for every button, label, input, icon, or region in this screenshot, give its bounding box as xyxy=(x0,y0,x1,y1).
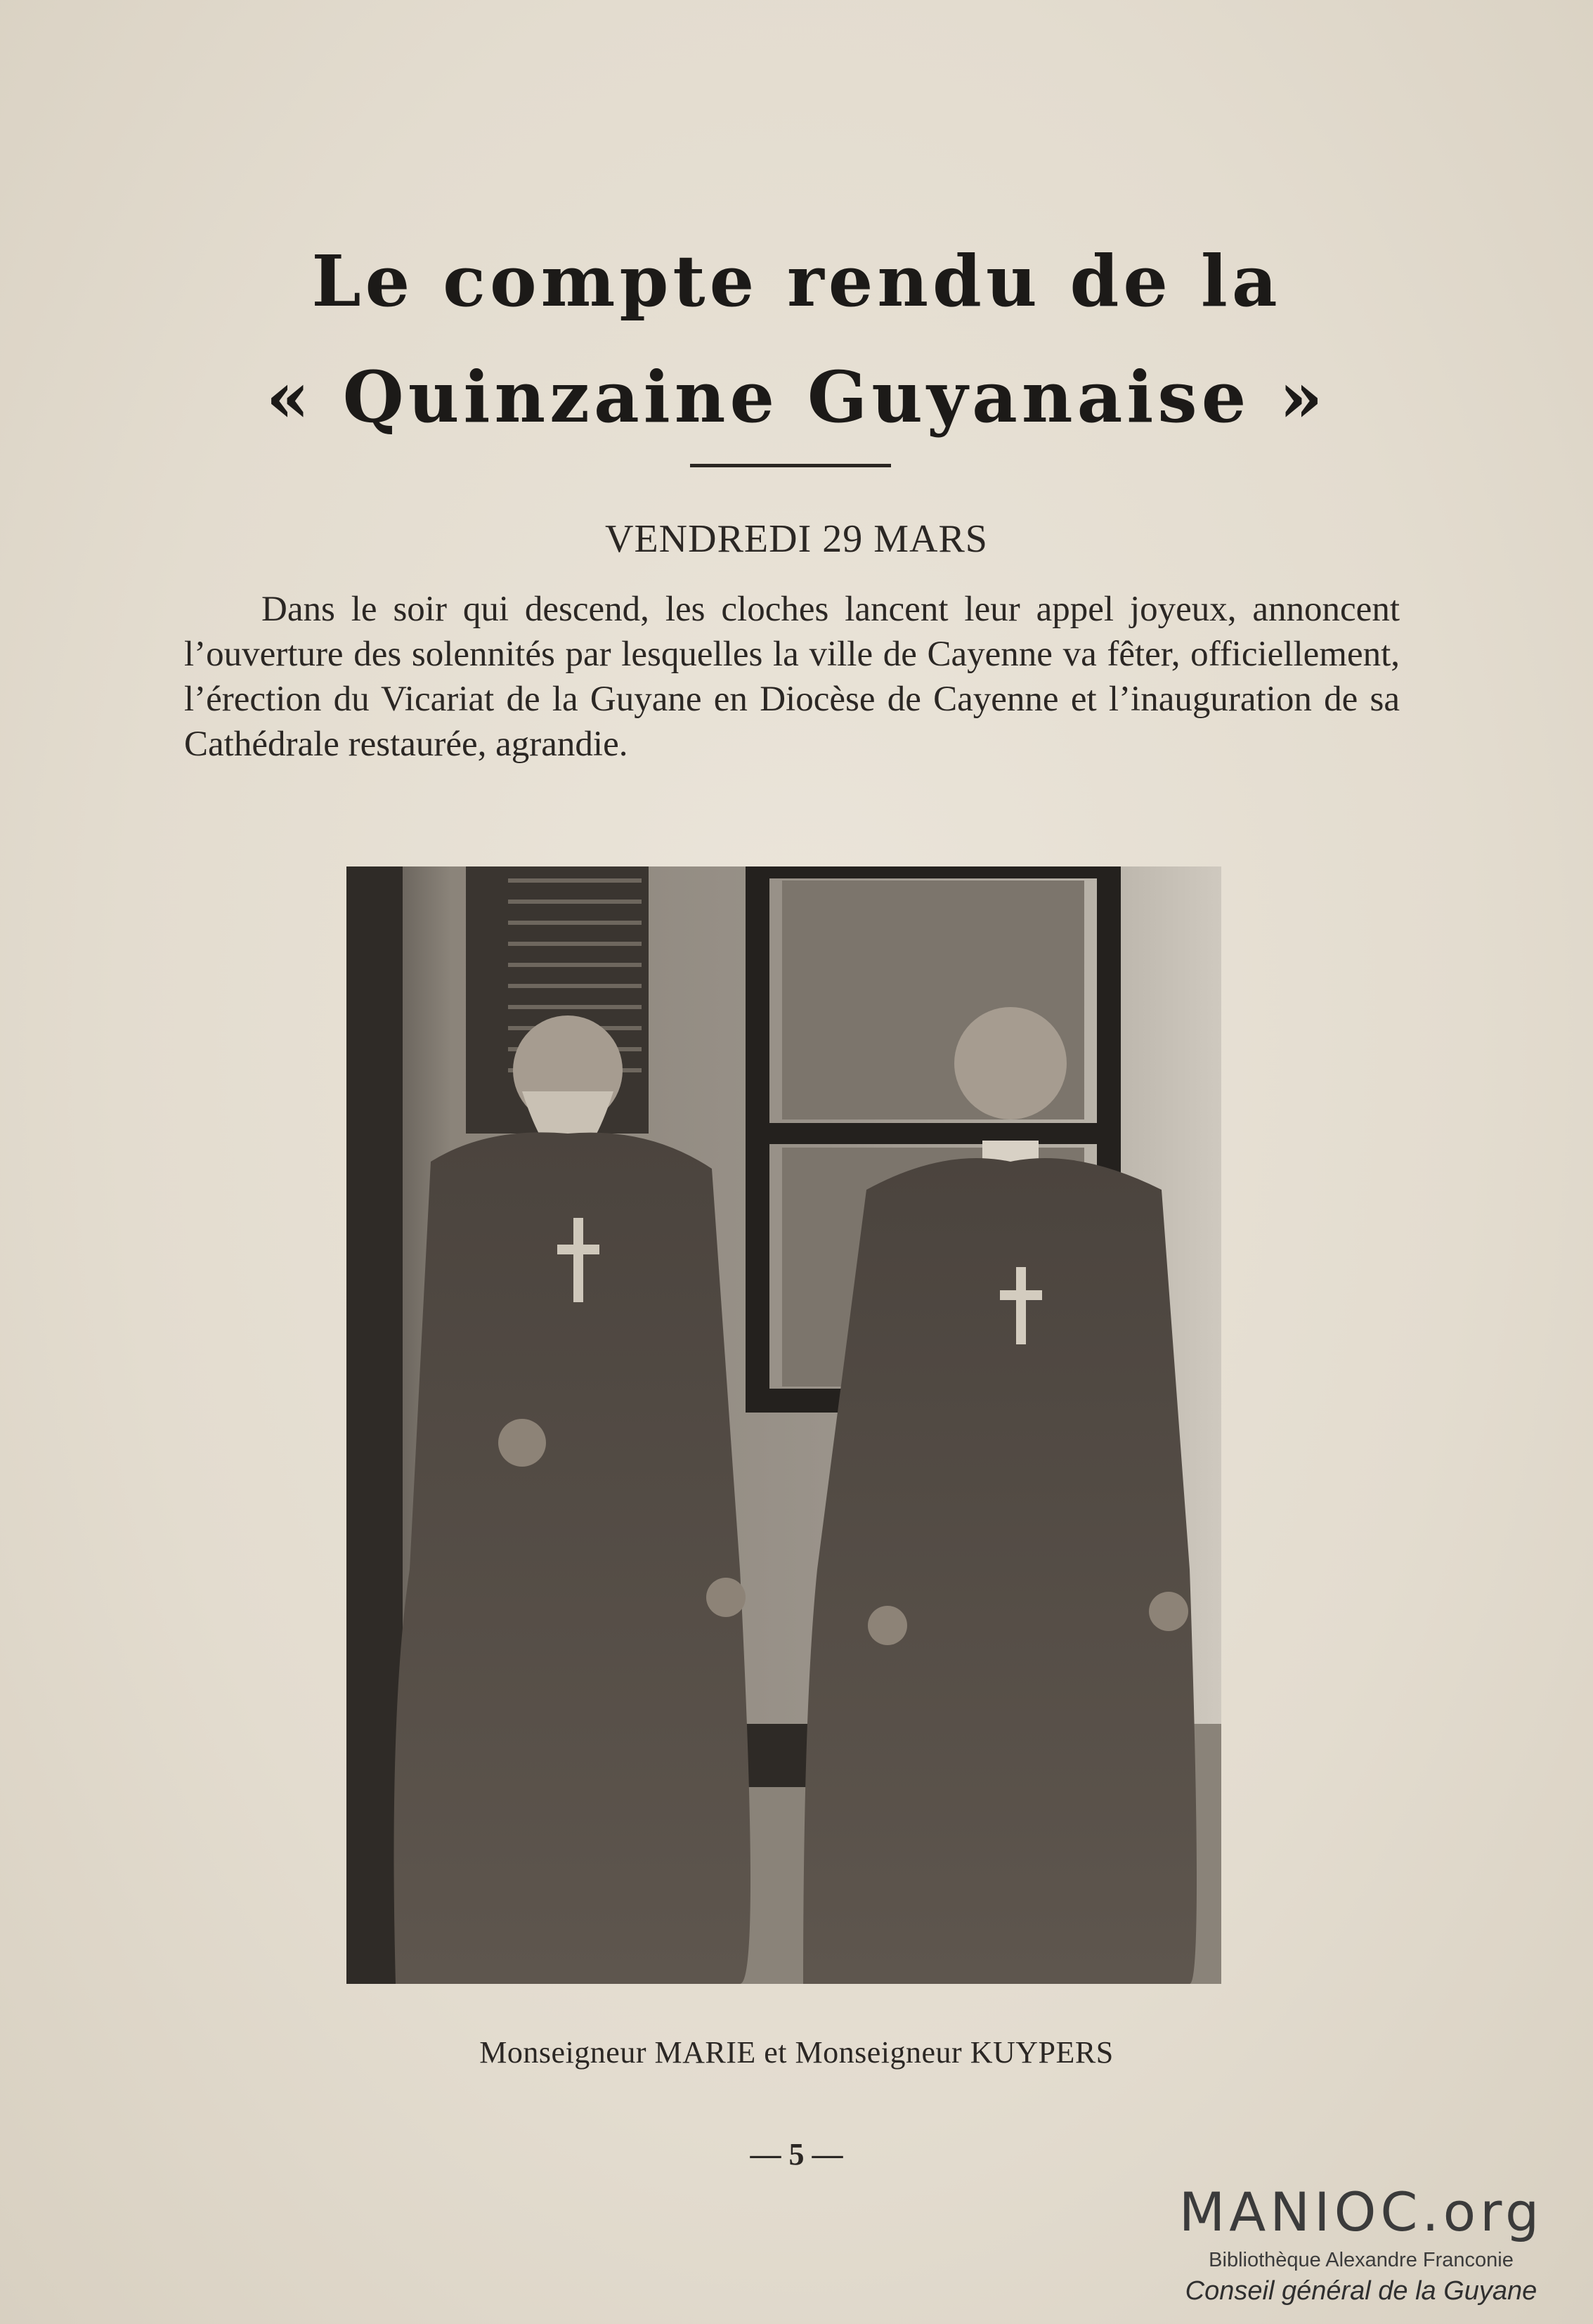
photograph xyxy=(346,866,1221,1984)
watermark-council: Conseil général de la Guyane xyxy=(1185,2276,1537,2306)
watermark-library: Bibliothèque Alexandre Franconie xyxy=(1209,2249,1514,2271)
photo-caption: Monseigneur MARIE et Monseigneur KUYPERS xyxy=(479,2035,1114,2070)
section-date: VENDREDI 29 MARS xyxy=(605,517,988,561)
body-paragraph: Dans le soir qui descend, les cloches lancent leur appel joyeux, annoncent l’ouverture des solennités par lesquelles la ville de Cayenne va fêter, officiellement, l’érection du Vicariat de la Guyane en Diocèse de Cayenne et l’inauguration de sa Cathédrale restaurée, agrandie. xyxy=(184,590,1400,764)
article-title-line-1: Le compte rendu de la xyxy=(311,240,1282,323)
manioc-watermark xyxy=(1164,2181,1558,2306)
title-divider xyxy=(690,464,891,467)
article-title-line-2: « Quinzaine Guyanaise » xyxy=(266,356,1327,439)
photo-illustration xyxy=(346,866,1221,1984)
page-number: — 5 — xyxy=(750,2137,843,2172)
watermark-brand: MANIOC.org xyxy=(1178,2181,1544,2243)
